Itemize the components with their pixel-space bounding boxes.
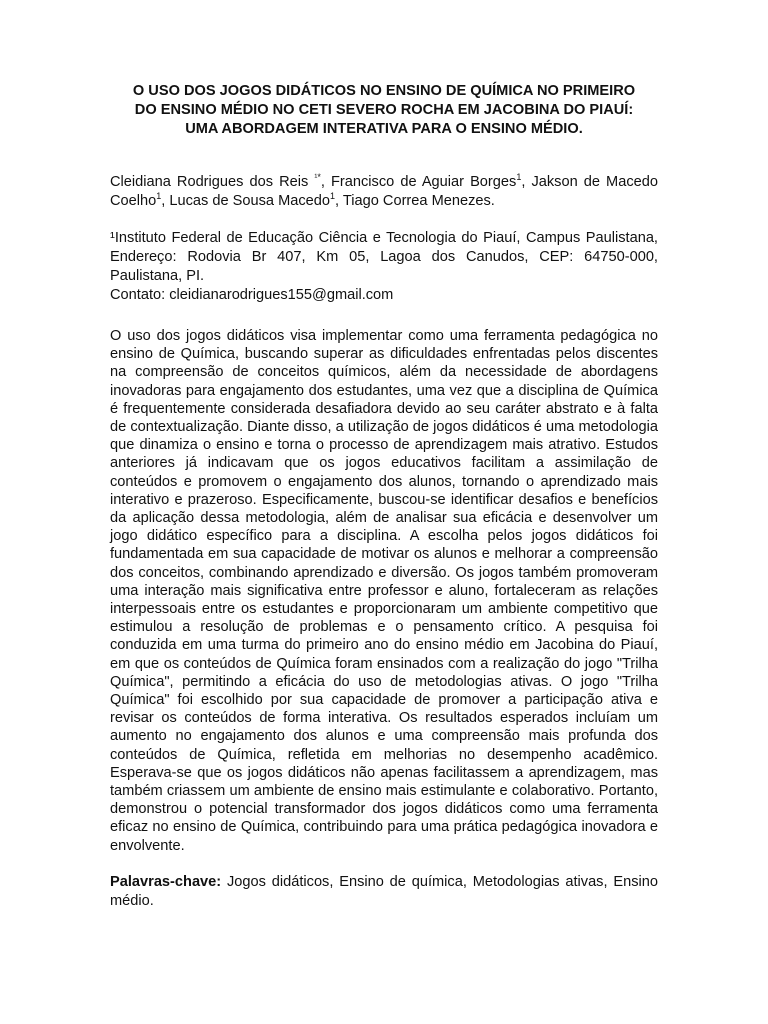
- contact-text: Contato: cleidianarodrigues155@gmail.com: [110, 287, 394, 303]
- paper-title: [110, 82, 658, 139]
- author-mark: 1: [330, 191, 336, 202]
- author-name: Francisco de Aguiar Borges: [331, 174, 517, 190]
- abstract-text: O uso dos jogos didáticos visa implementar como uma ferramenta pedagógica no ensino de Química, buscando superar as dificuldades enfrentadas pelos discentes na compreensão de conceitos químicos, além da necessidade de abordagens inovadoras para engajamento dos estudantes, uma vez que a disciplina de Química é frequentemente considerada desafiadora devido ao seu caráter abstrato e à falta de contextualização. Diante disso, a utilização de jogos didáticos é uma metodologia que dinamiza o ensino e torna o processo de aprendizagem mais atrativo. Estudos anteriores já indicavam que os jogos educativos facilitam a assimilação de conteúdos e promovem o engajamento dos alunos, tornando o aprendizado mais interativo e prazeroso. Especificamente, buscou-se identificar desafios e benefícios da aplicação dessa metodologia, além de analisar sua eficácia e desenvolver um jogo didático específico para a disciplina. A escolha pelos jogos didáticos foi fundamentada em sua capacidade de motivar os alunos e melhorar a compreensão dos conceitos, combinando aprendizado e diversão. Os jogos também promoveram uma interação mais significativa entre professor e aluno, fortaleceram as relações interpessoais entre os estudantes e proporcionaram um ambiente competitivo que estimulou a resolução de problemas e o pensamento crítico. A pesquisa foi conduzida em uma turma do primeiro ano do ensino médio em Jacobina do Piauí, em que os conteúdos de Química foram ensinados com a realização do jogo "Trilha Química", permitindo a eficácia do uso de metodologias ativas. O jogo "Trilha Química" foi escolhido por sua capacidade de promover a participação ativa e revisar os conteúdos de forma interativa. Os resultados esperados incluíam um aumento no engajamento dos alunos e uma compreensão mais profunda dos conteúdos de Química, refletida em melhorias no desempenho acadêmico. Esperava-se que os jogos didáticos não apenas facilitassem a aprendizagem, mas também criassem um ambiente de ensino mais estimulante e colaborativo. Portanto, demonstrou o potencial transformador dos jogos didáticos como uma ferramenta eficaz no ensino de Química, contribuindo para uma prática pedagógica inovadora e envolvente.: [110, 328, 658, 854]
- author-name: Cleidiana Rodrigues dos Reis: [110, 174, 309, 190]
- author-name: Jakson de Macedo Coelho: [110, 174, 658, 209]
- keywords-block: [110, 873, 658, 911]
- author-mark: 1: [516, 172, 522, 183]
- author-name: Tiago Correa Menezes.: [342, 193, 495, 209]
- title-line: DO ENSINO MÉDIO NO CETI SEVERO ROCHA EM JACOBINA DO PIAUÍ:: [134, 102, 634, 118]
- keywords-label: Palavras-chave:: [110, 873, 222, 890]
- keywords-text: Jogos didáticos, Ensino de química, Metodologias ativas, Ensino médio.: [110, 873, 658, 909]
- author-mark: 1: [156, 191, 162, 202]
- author-mark: ¹*: [314, 172, 321, 183]
- author-name: Lucas de Sousa Macedo: [169, 193, 331, 209]
- title-line: UMA ABORDAGEM INTERATIVA PARA O ENSINO MÉDIO.: [185, 121, 583, 137]
- author-list: Cleidiana Rodrigues dos Reis $^{^1*}$, Francisco de Aguiar Borges$^1$, Jakson de Macedo Coelho$^1$, Lucas de Sousa Macedo$^1$, Tiago Correa Menezes.: [110, 172, 658, 209]
- title-line: O USO DOS JOGOS DIDÁTICOS NO ENSINO DE QUÍMICA NO PRIMEIRO: [132, 83, 636, 99]
- affiliation-block: [110, 229, 658, 305]
- affiliation-text: ¹Instituto Federal de Educação Ciência e Tecnologia do Piauí, Campus Paulistana, Endereço: Rodovia Br 407, Km 05, Lagoa dos Canudos, CEP: 64750-000, Paulistana, PI.: [110, 230, 658, 284]
